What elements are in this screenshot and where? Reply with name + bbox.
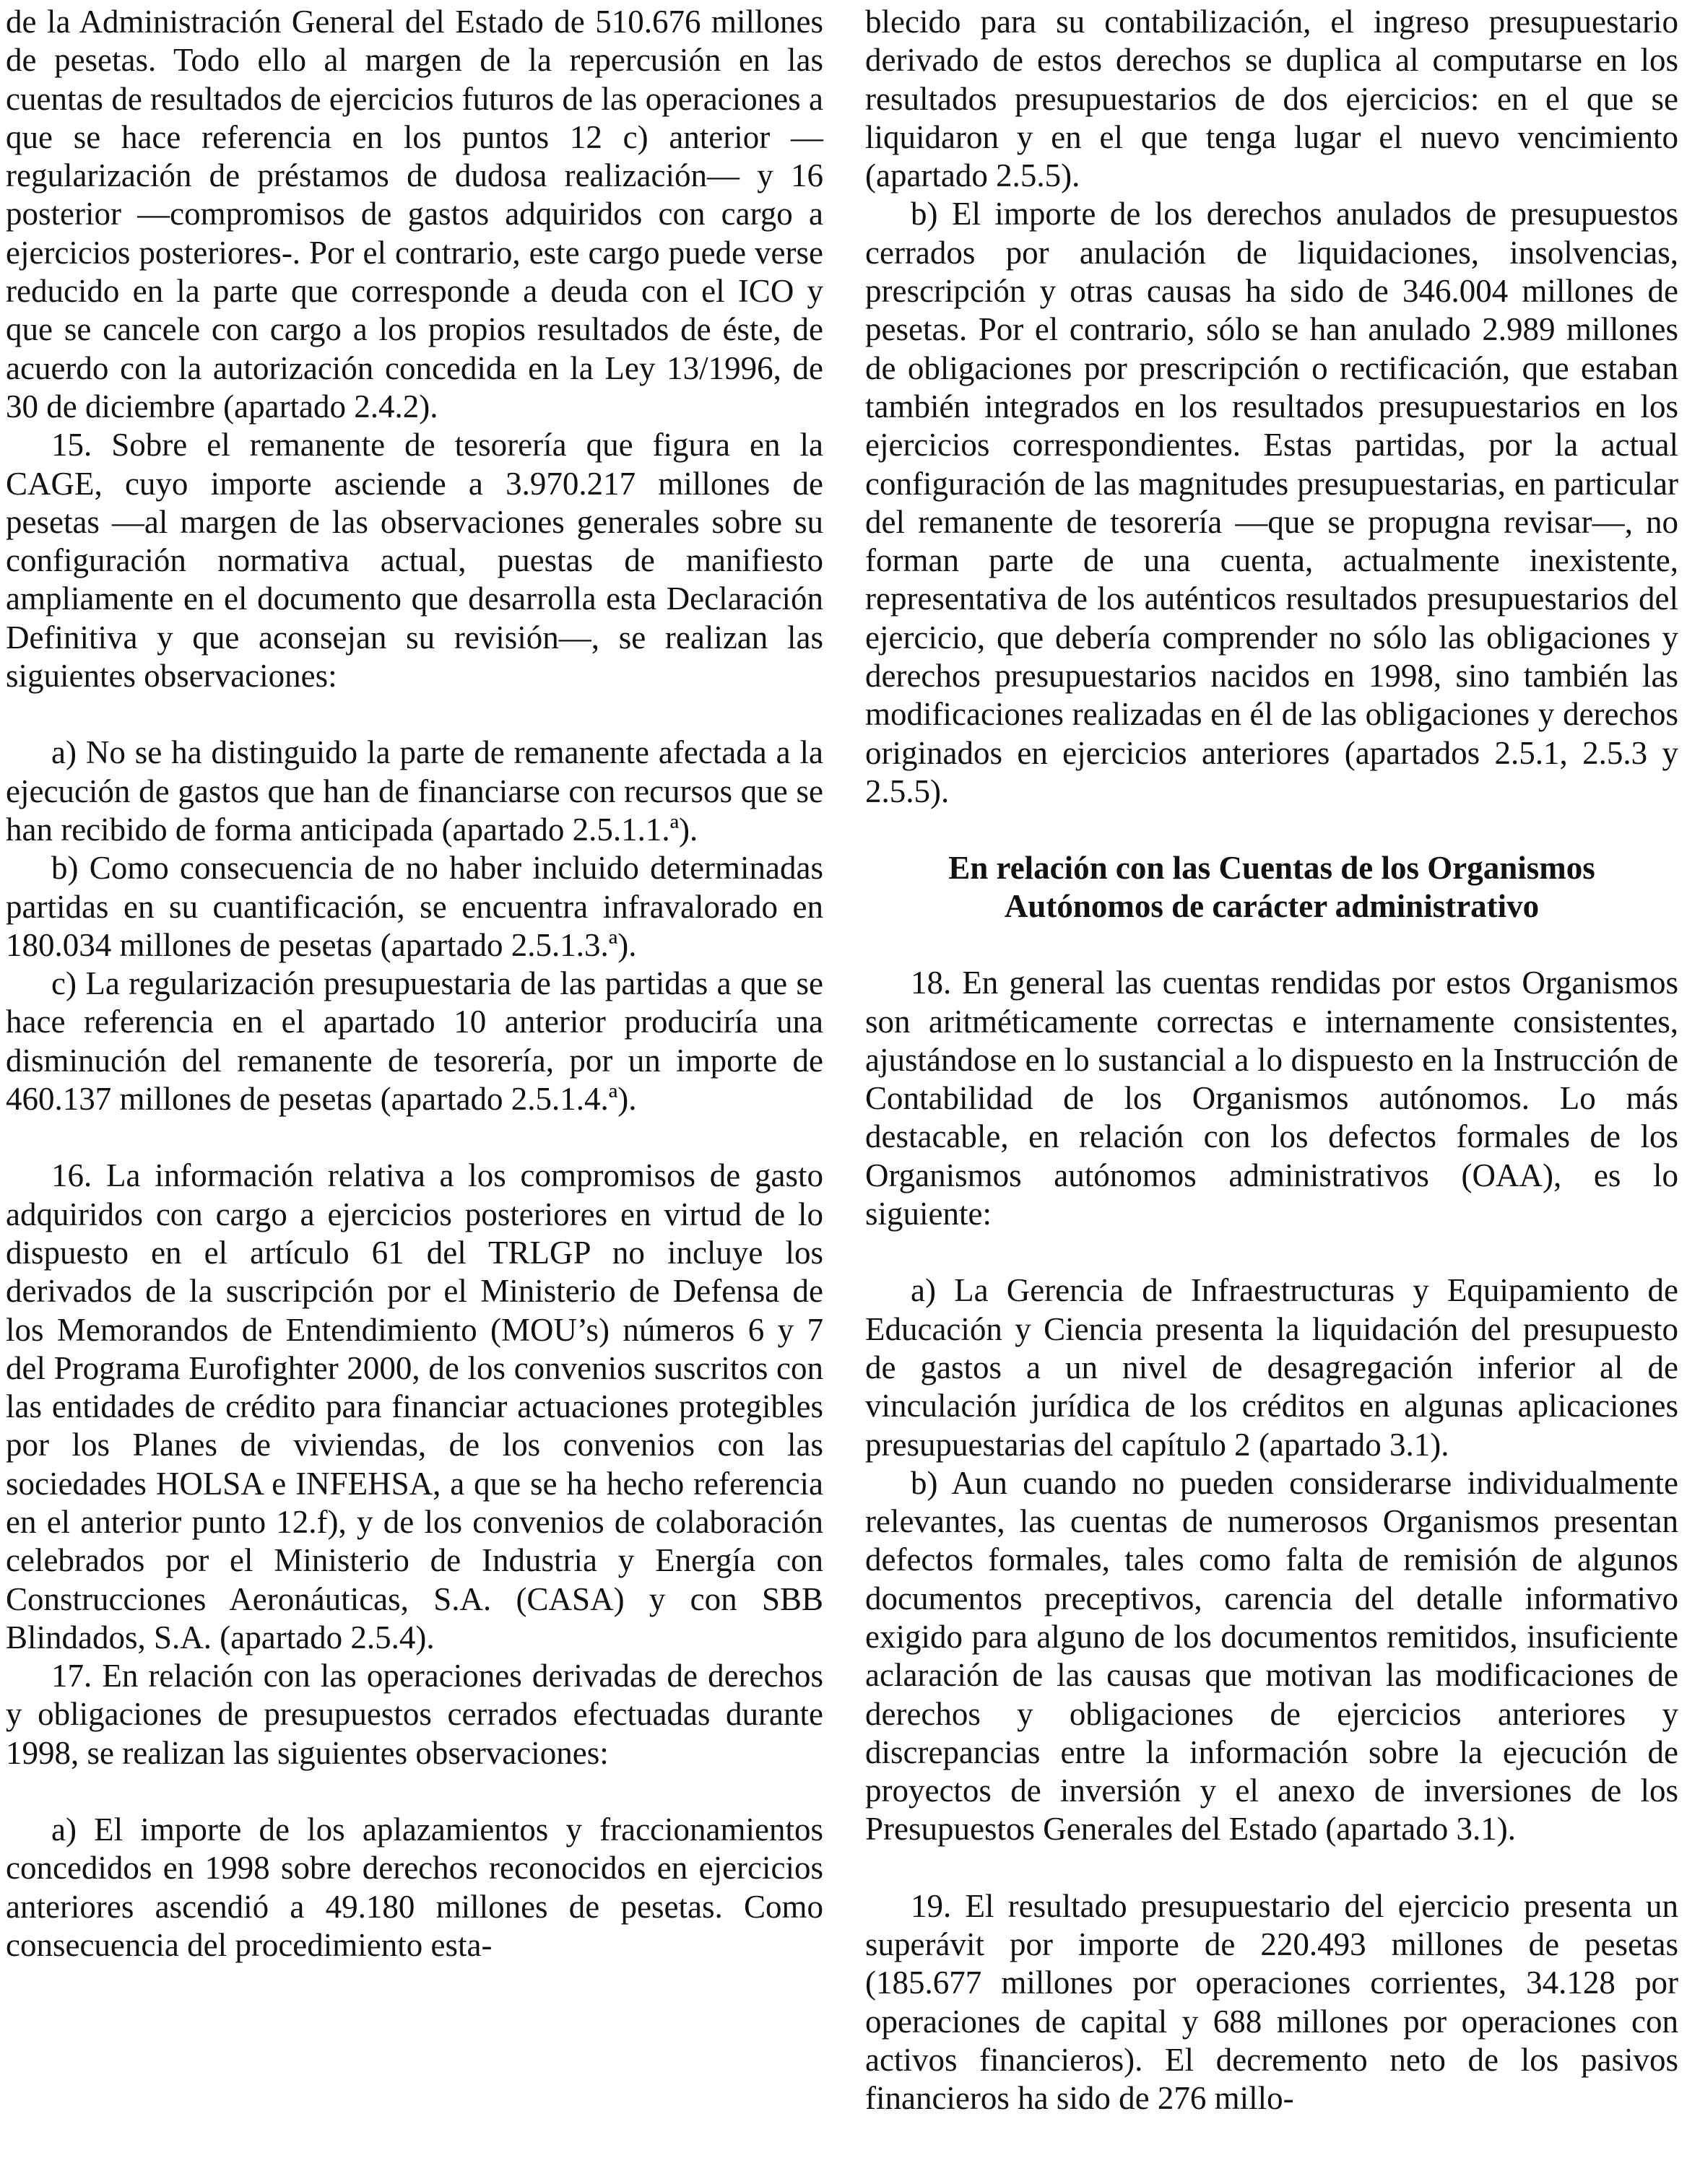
paragraph-16: 16. La información relativa a los compromisos de gasto adquiridos con cargo a ejercicios posteriores en virtud de lo dispuesto en el artículo 61 del TRLGP no incluye los derivados de la suscripción por el Ministerio de Defensa de los Memorandos de Entendimiento (MOU’s) números 6 y 7 del Programa Eurofighter 2000, de los convenios suscritos con las entidades de crédito para financiar actuaciones protegibles por los Planes de viviendas, de los convenios con las sociedades HOLSA e INFEHSA, a que se ha hecho referencia en el anterior punto 12.f), y de los convenios de colaboración celebrados por el Ministerio de Industria y Energía con Construcciones Aeronáuticas, S.A. (CASA) y con SBB Blindados, S.A. (apartado 2.5.4). — [6, 1157, 823, 1656]
paragraph-18: 18. En general las cuentas rendidas por estos Organismos son aritméticamente correctas e internamente consistentes, ajustándose en lo sustancial a lo dispuesto en la Instrucción de Contabilidad de los Organismos autónomos. Lo más destacable, en relación con los defectos formales de los Organismos autónomos administrativos (OAA), es lo siguiente: — [865, 965, 1678, 1232]
section-heading-line-2: Autónomos de carácter administrativo — [1004, 888, 1540, 925]
paragraph-18b: b) Aun cuando no pueden considerarse individualmente relevantes, las cuentas de numerosos Organismos presentan defectos formales, tales como falta de remisión de algunos documentos preceptivos, carencia del detalle informativo exigido para alguno de los documentos remitidos, insuficiente aclaración de las causas que motivan las modificaciones de derechos y obligaciones de ejercicios anteriores y discrepancias entre la información sobre la ejecución de proyectos de inversión y el anexo de inversiones de los Presupuestos Generales del Estado (apartado 3.1). — [865, 1464, 1678, 1848]
paragraph-15b: b) Como consecuencia de no haber incluido determinadas partidas en su cuantificación, se encuentra infravalorado en 180.034 millones de pesetas (apartado 2.5.1.3.ª). — [6, 850, 823, 963]
section-heading-line-1: En relación con las Cuentas de los Organismos — [948, 850, 1595, 887]
right-column — [865, 3, 1678, 2118]
left-column — [6, 3, 823, 1965]
paragraph-17b: b) El importe de los derechos anulados de presupuestos cerrados por anulación de liquidaciones, insolvencias, prescripción y otras causas ha sido de 346.004 millones de pesetas. Por el contrario, sólo se han anulado 2.989 millones de obligaciones por prescripción o rectificación, que estaban también integrados en los resultados presupuestarios en los ejercicios correspondientes. Estas partidas, por la actual configuración de las magnitudes presupuestarias, en particular del remanente de tesorería —que se propugna revisar—, no forman parte de una cuenta, actualmente inexistente, representativa de los auténticos resultados presupuestarios del ejercicio, que debería comprender no sólo las obligaciones y derechos presupuestarios nacidos en 1998, sino también las modificaciones realizadas en él de las obligaciones y derechos originados en ejercicios anteriores (apartados 2.5.1, 2.5.3 y 2.5.5). — [865, 196, 1678, 809]
paragraph-15c: c) La regularización presupuestaria de las partidas a que se hace referencia en el apartado 10 anterior produciría una disminución del remanente de tesorería, por un importe de 460.137 millones de pesetas (apartado 2.5.1.4.ª). — [6, 965, 823, 1118]
section-heading — [865, 849, 1678, 926]
paragraph-18a: a) La Gerencia de Infraestructuras y Equipamiento de Educación y Ciencia presenta la liquidación del presupuesto de gastos a un nivel de desagregación inferior al de vinculación jurídica de los créditos en algunas aplicaciones presupuestarias del capítulo 2 (apartado 3.1). — [865, 1272, 1678, 1463]
paragraph-17: 17. En relación con las operaciones derivadas de derechos y obligaciones de presupuestos cerrados efectuadas durante 1998, se realizan las siguientes observaciones: — [6, 1658, 823, 1771]
paragraph-15a: a) No se ha distinguido la parte de remanente afectada a la ejecución de gastos que han de financiarse con recursos que se han recibido de forma anticipada (apartado 2.5.1.1.ª). — [6, 734, 823, 848]
paragraph-intro: de la Administración General del Estado de 510.676 millones de pesetas. Todo ello al margen de la repercusión en las cuentas de resultados de ejercicios futuros de las operaciones a que se hace referencia en los puntos 12 c) anterior —regularización de préstamos de dudosa realización— y 16 posterior —compromisos de gastos adquiridos con cargo a ejercicios posteriores-. Por el contrario, este cargo puede verse reducido en la parte que corresponde a deuda con el ICO y que se cancele con cargo a los propios resultados de éste, de acuerdo con la autorización concedida en la Ley 13/1996, de 30 de diciembre (apartado 2.4.2). — [6, 4, 823, 425]
paragraph-17a: a) El importe de los aplazamientos y fraccionamientos concedidos en 1998 sobre derechos reconocidos en ejercicios anteriores ascendió a 49.180 millones de pesetas. Como consecuencia del procedimiento esta- — [6, 1811, 823, 1963]
paragraph-17a-continued: blecido para su contabilización, el ingreso presupuestario derivado de estos derechos se duplica al computarse en los resultados presupuestarios de dos ejercicios: en el que se liquidaron y en el que tenga lugar el nuevo vencimiento (apartado 2.5.5). — [865, 4, 1678, 194]
paragraph-19: 19. El resultado presupuestario del ejercicio presenta un superávit por importe de 220.493 millones de pesetas (185.677 millones por operaciones corrientes, 34.128 por operaciones de capital y 688 millones por operaciones con activos financieros). El decremento neto de los pasivos financieros ha sido de 276 millo- — [865, 1887, 1678, 2117]
paragraph-15: 15. Sobre el remanente de tesorería que figura en la CAGE, cuyo importe asciende a 3.970.217 millones de pesetas —al margen de las observaciones generales sobre su configuración normativa actual, puestas de manifiesto ampliamente en el documento que desarrolla esta Declaración Definitiva y que aconsejan su revisión—, se realizan las siguientes observaciones: — [6, 427, 823, 695]
